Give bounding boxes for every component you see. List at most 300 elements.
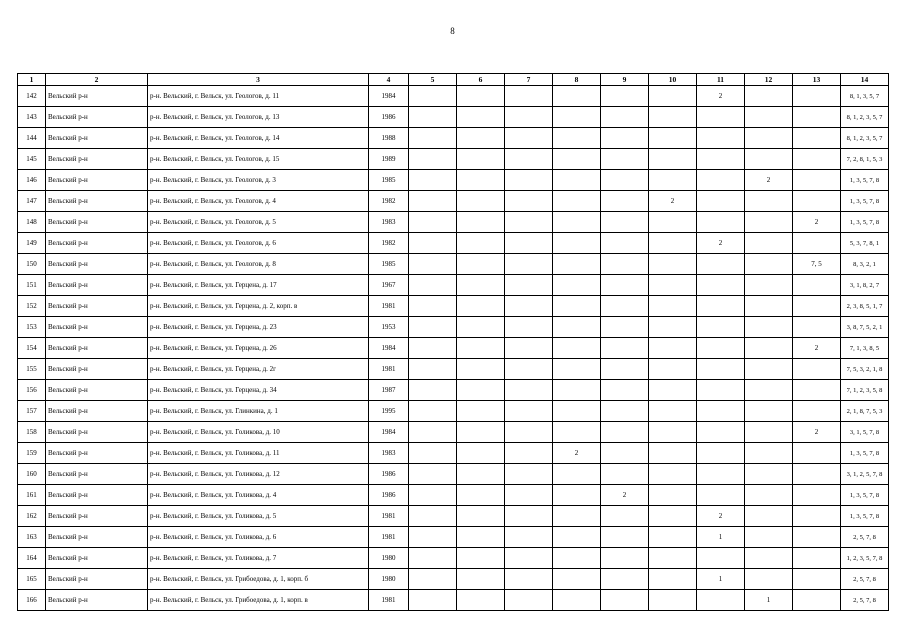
table-cell-col-1: 166 <box>18 590 46 611</box>
table-cell-col-10 <box>649 149 697 170</box>
table-cell-col-6 <box>457 485 505 506</box>
table-cell-col-11: 2 <box>697 506 745 527</box>
table-cell-col-8 <box>553 212 601 233</box>
table-cell-col-10 <box>649 443 697 464</box>
table-cell-col-2: Вельский р-н <box>46 548 148 569</box>
table-cell-col-8 <box>553 128 601 149</box>
header-row <box>18 74 889 86</box>
table-cell-col-14: 8, 3, 2, 1 <box>841 254 889 275</box>
table-cell-col-11: 1 <box>697 527 745 548</box>
table-cell-col-6 <box>457 317 505 338</box>
table-cell-col-14: 3, 1, 2, 5, 7, 8 <box>841 464 889 485</box>
table-cell-col-10 <box>649 296 697 317</box>
table-cell-col-9 <box>601 443 649 464</box>
table-cell-col-10 <box>649 569 697 590</box>
table-cell-col-4: 1981 <box>369 296 409 317</box>
table-cell-col-1: 163 <box>18 527 46 548</box>
table-cell-col-8 <box>553 275 601 296</box>
table-cell-col-9 <box>601 275 649 296</box>
table-cell-col-8 <box>553 569 601 590</box>
table-cell-col-13 <box>793 86 841 107</box>
table-cell-col-4: 1985 <box>369 170 409 191</box>
table-cell-col-11: 2 <box>697 86 745 107</box>
table-cell-col-6 <box>457 506 505 527</box>
table-cell-col-9 <box>601 128 649 149</box>
table-cell-col-11 <box>697 212 745 233</box>
table-cell-col-5 <box>409 317 457 338</box>
table-cell-col-5 <box>409 569 457 590</box>
table-cell-col-9 <box>601 464 649 485</box>
table-cell-col-2: Вельский р-н <box>46 128 148 149</box>
table-cell-col-9 <box>601 149 649 170</box>
table-cell-col-5 <box>409 380 457 401</box>
table-cell-col-12 <box>745 464 793 485</box>
table-row <box>18 569 889 590</box>
table-cell-col-10 <box>649 506 697 527</box>
table-cell-col-3: р-н. Вельский, г. Вельск, ул. Геологов, д. 6 <box>148 233 369 254</box>
table-cell-col-9 <box>601 506 649 527</box>
table-cell-col-7 <box>505 338 553 359</box>
table-cell-col-11 <box>697 485 745 506</box>
table-cell-col-10: 2 <box>649 191 697 212</box>
column-header-2: 2 <box>46 74 148 86</box>
table-cell-col-10 <box>649 317 697 338</box>
table-cell-col-1: 152 <box>18 296 46 317</box>
table-cell-col-14: 3, 8, 7, 5, 2, 1 <box>841 317 889 338</box>
table-cell-col-11 <box>697 359 745 380</box>
table-cell-col-7 <box>505 107 553 128</box>
table-cell-col-1: 165 <box>18 569 46 590</box>
table-cell-col-9 <box>601 401 649 422</box>
table-cell-col-2: Вельский р-н <box>46 401 148 422</box>
table-cell-col-1: 143 <box>18 107 46 128</box>
table-cell-col-14: 5, 3, 7, 8, 1 <box>841 233 889 254</box>
table-row <box>18 506 889 527</box>
table-cell-col-14: 2, 5, 7, 8 <box>841 569 889 590</box>
table-cell-col-4: 1984 <box>369 422 409 443</box>
table-cell-col-3: р-н. Вельский, г. Вельск, ул. Герцена, д. 2г <box>148 359 369 380</box>
table-cell-col-2: Вельский р-н <box>46 569 148 590</box>
table-cell-col-3: р-н. Вельский, г. Вельск, ул. Голикова, д. 4 <box>148 485 369 506</box>
table-cell-col-2: Вельский р-н <box>46 212 148 233</box>
table-cell-col-6 <box>457 170 505 191</box>
table-cell-col-6 <box>457 254 505 275</box>
table-row <box>18 128 889 149</box>
table-row <box>18 338 889 359</box>
table-row <box>18 527 889 548</box>
table-cell-col-13 <box>793 569 841 590</box>
column-header-3: 3 <box>148 74 369 86</box>
table-cell-col-1: 153 <box>18 317 46 338</box>
table-row <box>18 443 889 464</box>
table-cell-col-4: 1980 <box>369 569 409 590</box>
table-cell-col-3: р-н. Вельский, г. Вельск, ул. Глинкина, д. 1 <box>148 401 369 422</box>
table-cell-col-4: 1986 <box>369 107 409 128</box>
table-cell-col-5 <box>409 149 457 170</box>
table-cell-col-14: 2, 3, 8, 5, 1, 7 <box>841 296 889 317</box>
table-cell-col-14: 7, 2, 8, 1, 5, 3 <box>841 149 889 170</box>
table-row <box>18 590 889 611</box>
table-cell-col-4: 1984 <box>369 338 409 359</box>
table-cell-col-9 <box>601 359 649 380</box>
table-cell-col-14: 3, 1, 8, 2, 7 <box>841 275 889 296</box>
table-row <box>18 86 889 107</box>
table-cell-col-2: Вельский р-н <box>46 443 148 464</box>
table-cell-col-5 <box>409 527 457 548</box>
table-cell-col-6 <box>457 359 505 380</box>
table-cell-col-3: р-н. Вельский, г. Вельск, ул. Герцена, д. 23 <box>148 317 369 338</box>
table-cell-col-12 <box>745 569 793 590</box>
table-row <box>18 149 889 170</box>
table-cell-col-8 <box>553 191 601 212</box>
table-cell-col-6 <box>457 464 505 485</box>
table-cell-col-5 <box>409 128 457 149</box>
column-header-6: 6 <box>457 74 505 86</box>
table-row <box>18 296 889 317</box>
table-cell-col-3: р-н. Вельский, г. Вельск, ул. Грибоедова, д. 1, корп. б <box>148 569 369 590</box>
table-cell-col-9 <box>601 338 649 359</box>
table-cell-col-14: 1, 3, 5, 7, 8 <box>841 506 889 527</box>
table-cell-col-4: 1981 <box>369 506 409 527</box>
table-cell-col-3: р-н. Вельский, г. Вельск, ул. Геологов, д. 15 <box>148 149 369 170</box>
table-cell-col-5 <box>409 338 457 359</box>
table-cell-col-12 <box>745 548 793 569</box>
table-row <box>18 401 889 422</box>
table-cell-col-6 <box>457 422 505 443</box>
table-cell-col-1: 151 <box>18 275 46 296</box>
table-cell-col-8 <box>553 590 601 611</box>
table-cell-col-8 <box>553 527 601 548</box>
table-cell-col-12: 2 <box>745 170 793 191</box>
table-cell-col-7 <box>505 443 553 464</box>
table-cell-col-7 <box>505 569 553 590</box>
table-cell-col-2: Вельский р-н <box>46 107 148 128</box>
table-row <box>18 422 889 443</box>
table-cell-col-9 <box>601 191 649 212</box>
table-cell-col-7 <box>505 548 553 569</box>
table-cell-col-7 <box>505 359 553 380</box>
table-cell-col-12 <box>745 380 793 401</box>
table-cell-col-2: Вельский р-н <box>46 86 148 107</box>
page-number: 8 <box>450 26 455 36</box>
table-cell-col-11 <box>697 275 745 296</box>
table-cell-col-11 <box>697 590 745 611</box>
table-cell-col-3: р-н. Вельский, г. Вельск, ул. Голикова, д. 6 <box>148 527 369 548</box>
table-cell-col-9: 2 <box>601 485 649 506</box>
table-cell-col-1: 158 <box>18 422 46 443</box>
table-cell-col-13 <box>793 128 841 149</box>
table-cell-col-9 <box>601 233 649 254</box>
table-cell-col-14: 7, 1, 3, 8, 5 <box>841 338 889 359</box>
table-cell-col-5 <box>409 590 457 611</box>
table-cell-col-1: 149 <box>18 233 46 254</box>
table-cell-col-10 <box>649 128 697 149</box>
table-cell-col-8 <box>553 170 601 191</box>
table-cell-col-9 <box>601 170 649 191</box>
table-cell-col-8 <box>553 296 601 317</box>
table-cell-col-3: р-н. Вельский, г. Вельск, ул. Геологов, д. 11 <box>148 86 369 107</box>
table-cell-col-4: 1986 <box>369 485 409 506</box>
table-cell-col-3: р-н. Вельский, г. Вельск, ул. Герцена, д. 2, корп. в <box>148 296 369 317</box>
table-cell-col-4: 1953 <box>369 317 409 338</box>
table-cell-col-2: Вельский р-н <box>46 296 148 317</box>
table-cell-col-12: 1 <box>745 590 793 611</box>
table-cell-col-3: р-н. Вельский, г. Вельск, ул. Герцена, д. 17 <box>148 275 369 296</box>
table-cell-col-2: Вельский р-н <box>46 191 148 212</box>
table-cell-col-8 <box>553 254 601 275</box>
table-cell-col-1: 147 <box>18 191 46 212</box>
table-row <box>18 548 889 569</box>
table-cell-col-14: 8, 1, 3, 5, 7 <box>841 86 889 107</box>
table-cell-col-13 <box>793 527 841 548</box>
table-cell-col-13 <box>793 149 841 170</box>
table-cell-col-6 <box>457 128 505 149</box>
table-cell-col-11 <box>697 191 745 212</box>
table-cell-col-10 <box>649 422 697 443</box>
table-cell-col-7 <box>505 128 553 149</box>
table-cell-col-3: р-н. Вельский, г. Вельск, ул. Геологов, д. 8 <box>148 254 369 275</box>
table-cell-col-1: 154 <box>18 338 46 359</box>
table-cell-col-6 <box>457 590 505 611</box>
table-cell-col-10 <box>649 359 697 380</box>
table-cell-col-2: Вельский р-н <box>46 485 148 506</box>
table-cell-col-5 <box>409 422 457 443</box>
table-cell-col-10 <box>649 107 697 128</box>
table-cell-col-11 <box>697 317 745 338</box>
table-cell-col-2: Вельский р-н <box>46 317 148 338</box>
table-cell-col-7 <box>505 233 553 254</box>
table-cell-col-5 <box>409 191 457 212</box>
table-cell-col-3: р-н. Вельский, г. Вельск, ул. Голикова, д. 11 <box>148 443 369 464</box>
table-cell-col-2: Вельский р-н <box>46 527 148 548</box>
table-cell-col-9 <box>601 569 649 590</box>
table-cell-col-2: Вельский р-н <box>46 380 148 401</box>
table-cell-col-12 <box>745 443 793 464</box>
table-cell-col-6 <box>457 569 505 590</box>
table-cell-col-12 <box>745 149 793 170</box>
table-cell-col-12 <box>745 422 793 443</box>
table-cell-col-14: 7, 1, 2, 3, 5, 8 <box>841 380 889 401</box>
table-cell-col-9 <box>601 107 649 128</box>
table-cell-col-14: 1, 3, 5, 7, 8 <box>841 191 889 212</box>
table-cell-col-6 <box>457 149 505 170</box>
table-cell-col-8 <box>553 233 601 254</box>
table-cell-col-10 <box>649 548 697 569</box>
table-cell-col-7 <box>505 170 553 191</box>
table-cell-col-8 <box>553 506 601 527</box>
column-header-8: 8 <box>553 74 601 86</box>
table-cell-col-10 <box>649 401 697 422</box>
table-cell-col-9 <box>601 317 649 338</box>
table-cell-col-6 <box>457 107 505 128</box>
table-cell-col-3: р-н. Вельский, г. Вельск, ул. Голикова, д. 10 <box>148 422 369 443</box>
table-cell-col-8 <box>553 317 601 338</box>
column-header-7: 7 <box>505 74 553 86</box>
table-cell-col-6 <box>457 296 505 317</box>
table-cell-col-2: Вельский р-н <box>46 170 148 191</box>
table-cell-col-4: 1982 <box>369 191 409 212</box>
table-cell-col-12 <box>745 254 793 275</box>
table-row <box>18 317 889 338</box>
table-cell-col-10 <box>649 527 697 548</box>
table-cell-col-2: Вельский р-н <box>46 464 148 485</box>
table-cell-col-9 <box>601 548 649 569</box>
table-cell-col-13 <box>793 464 841 485</box>
table-cell-col-4: 1986 <box>369 464 409 485</box>
table-cell-col-12 <box>745 506 793 527</box>
table-cell-col-6 <box>457 380 505 401</box>
table-cell-col-5 <box>409 548 457 569</box>
table-cell-col-12 <box>745 86 793 107</box>
table-cell-col-3: р-н. Вельский, г. Вельск, ул. Голикова, д. 5 <box>148 506 369 527</box>
table-cell-col-13 <box>793 170 841 191</box>
table-cell-col-10 <box>649 338 697 359</box>
table-cell-col-5 <box>409 107 457 128</box>
table-cell-col-8 <box>553 548 601 569</box>
table-cell-col-7 <box>505 380 553 401</box>
column-header-12: 12 <box>745 74 793 86</box>
table-cell-col-4: 1984 <box>369 86 409 107</box>
table-cell-col-2: Вельский р-н <box>46 254 148 275</box>
table-cell-col-5 <box>409 233 457 254</box>
table-cell-col-13: 2 <box>793 422 841 443</box>
table-cell-col-1: 156 <box>18 380 46 401</box>
table-cell-col-10 <box>649 485 697 506</box>
table-cell-col-11 <box>697 128 745 149</box>
table-cell-col-13 <box>793 359 841 380</box>
table-cell-col-12 <box>745 275 793 296</box>
table-cell-col-3: р-н. Вельский, г. Вельск, ул. Геологов, д. 3 <box>148 170 369 191</box>
table-cell-col-4: 1981 <box>369 359 409 380</box>
table-cell-col-7 <box>505 422 553 443</box>
table-cell-col-13 <box>793 443 841 464</box>
column-header-10: 10 <box>649 74 697 86</box>
table-cell-col-6 <box>457 191 505 212</box>
table-cell-col-8 <box>553 485 601 506</box>
table-cell-col-2: Вельский р-н <box>46 275 148 296</box>
table-cell-col-13 <box>793 485 841 506</box>
table-cell-col-11 <box>697 380 745 401</box>
table-row <box>18 485 889 506</box>
table-cell-col-12 <box>745 191 793 212</box>
table-cell-col-3: р-н. Вельский, г. Вельск, ул. Геологов, д. 14 <box>148 128 369 149</box>
table-cell-col-14: 1, 3, 5, 7, 8 <box>841 485 889 506</box>
table-cell-col-10 <box>649 170 697 191</box>
table-cell-col-10 <box>649 590 697 611</box>
table-cell-col-4: 1985 <box>369 254 409 275</box>
table-cell-col-5 <box>409 254 457 275</box>
table-cell-col-5 <box>409 296 457 317</box>
table-cell-col-12 <box>745 317 793 338</box>
table-cell-col-11 <box>697 107 745 128</box>
table-row <box>18 464 889 485</box>
table-cell-col-8 <box>553 338 601 359</box>
table-cell-col-7 <box>505 464 553 485</box>
table-row <box>18 212 889 233</box>
table-cell-col-13 <box>793 191 841 212</box>
table-cell-col-1: 148 <box>18 212 46 233</box>
table-cell-col-1: 145 <box>18 149 46 170</box>
table-cell-col-13 <box>793 590 841 611</box>
table-cell-col-13: 2 <box>793 212 841 233</box>
table-cell-col-8 <box>553 359 601 380</box>
column-header-5: 5 <box>409 74 457 86</box>
table-cell-col-8: 2 <box>553 443 601 464</box>
table-row <box>18 254 889 275</box>
table-cell-col-4: 1967 <box>369 275 409 296</box>
column-header-4: 4 <box>369 74 409 86</box>
table-cell-col-6 <box>457 275 505 296</box>
table-cell-col-9 <box>601 86 649 107</box>
table-cell-col-2: Вельский р-н <box>46 506 148 527</box>
table-cell-col-7 <box>505 506 553 527</box>
table-cell-col-14: 1, 3, 5, 7, 8 <box>841 170 889 191</box>
table-cell-col-14: 2, 5, 7, 8 <box>841 527 889 548</box>
table-cell-col-13 <box>793 548 841 569</box>
table-cell-col-11 <box>697 149 745 170</box>
table-row <box>18 380 889 401</box>
table-cell-col-4: 1982 <box>369 233 409 254</box>
table-cell-col-11: 2 <box>697 233 745 254</box>
table-cell-col-3: р-н. Вельский, г. Вельск, ул. Голикова, д. 7 <box>148 548 369 569</box>
table-cell-col-5 <box>409 170 457 191</box>
table-cell-col-11 <box>697 170 745 191</box>
table-cell-col-1: 142 <box>18 86 46 107</box>
table-cell-col-6 <box>457 527 505 548</box>
table-cell-col-8 <box>553 86 601 107</box>
table-cell-col-1: 159 <box>18 443 46 464</box>
column-header-11: 11 <box>697 74 745 86</box>
table-cell-col-10 <box>649 464 697 485</box>
table-row <box>18 107 889 128</box>
table-cell-col-2: Вельский р-н <box>46 338 148 359</box>
table-cell-col-1: 162 <box>18 506 46 527</box>
table-cell-col-10 <box>649 86 697 107</box>
table-cell-col-2: Вельский р-н <box>46 590 148 611</box>
table-cell-col-5 <box>409 464 457 485</box>
table-cell-col-4: 1987 <box>369 380 409 401</box>
table-cell-col-14: 8, 1, 2, 3, 5, 7 <box>841 107 889 128</box>
table-cell-col-9 <box>601 212 649 233</box>
table-cell-col-5 <box>409 401 457 422</box>
table-row <box>18 233 889 254</box>
table-cell-col-13 <box>793 275 841 296</box>
table-cell-col-10 <box>649 275 697 296</box>
table-cell-col-11 <box>697 254 745 275</box>
table-cell-col-14: 3, 1, 5, 7, 8 <box>841 422 889 443</box>
table-row <box>18 359 889 380</box>
table-cell-col-3: р-н. Вельский, г. Вельск, ул. Грибоедова, д. 1, корп. в <box>148 590 369 611</box>
table-cell-col-1: 150 <box>18 254 46 275</box>
table-cell-col-13: 2 <box>793 338 841 359</box>
table-cell-col-5 <box>409 275 457 296</box>
table-cell-col-8 <box>553 401 601 422</box>
table-cell-col-10 <box>649 380 697 401</box>
table-cell-col-4: 1981 <box>369 590 409 611</box>
table-cell-col-12 <box>745 212 793 233</box>
table-cell-col-11 <box>697 401 745 422</box>
table-cell-col-1: 144 <box>18 128 46 149</box>
table-cell-col-8 <box>553 422 601 443</box>
table-cell-col-12 <box>745 296 793 317</box>
table-cell-col-11 <box>697 443 745 464</box>
table-cell-col-1: 161 <box>18 485 46 506</box>
table-cell-col-1: 164 <box>18 548 46 569</box>
table-cell-col-14: 8, 1, 2, 3, 5, 7 <box>841 128 889 149</box>
table-cell-col-5 <box>409 506 457 527</box>
table-cell-col-14: 2, 5, 7, 8 <box>841 590 889 611</box>
table-row <box>18 191 889 212</box>
